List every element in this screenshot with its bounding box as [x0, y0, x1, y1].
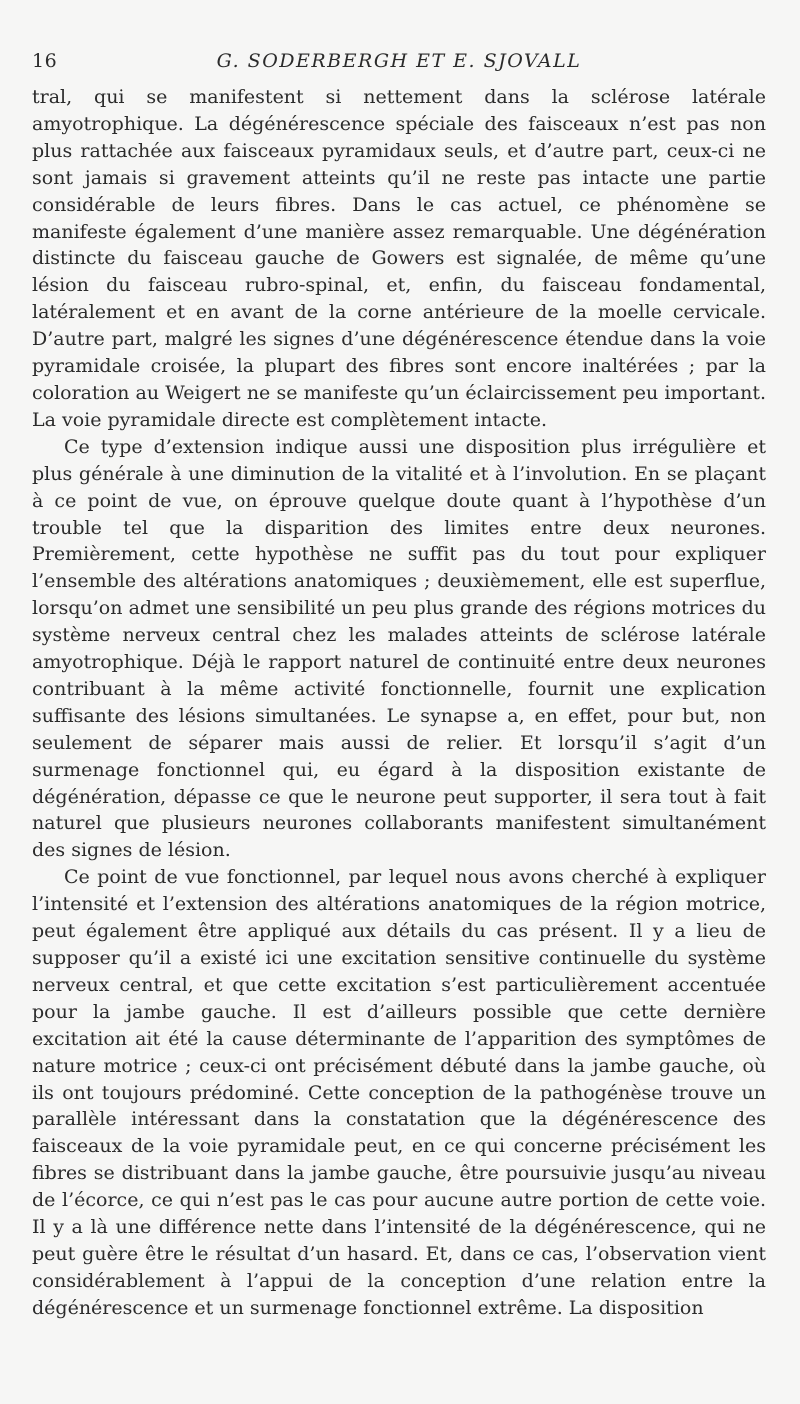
paragraph-continuation: tral, qui se manifestent si nettement dans la sclérose latérale amyotrophique. La dégénérescence spéciale des faisceaux n’est pas non plus rattachée aux faisceaux pyramidaux seuls, et d’autre part, ceux-ci ne sont jamais si gravement atteints qu’il ne reste pas intacte une partie considérable de leurs fibres. Dans le cas actuel, ce phénomène se manifeste également d’une manière assez remarquable. Une dégénération distincte du faisceau gauche de Gowers est signalée, de même qu’une lésion du faisceau rubro-spinal, et, enfin, du faisceau fondamental, latéralement et en avant de la corne antérieure de la moelle cervicale. D’autre part, malgré les signes d’une dégénérescence étendue dans la voie pyramidale croisée, la plupart des fibres sont encore inaltérées ; par la coloration au Weigert ne se manifeste qu’un éclaircissement peu important. La voie pyramidale directe est complètement intacte. — [32, 86, 766, 431]
running-title: G. SODERBERGH ET E. SJOVALL — [216, 50, 582, 72]
running-header — [32, 50, 766, 78]
body-text — [32, 84, 766, 1322]
paragraph: Ce type d’extension indique aussi une disposition plus irrégulière et plus générale à une diminution de la vitalité et à l’involution. En se plaçant à ce point de vue, on éprouve quelque doute quant à l’hypothèse d’un trouble tel que la disparition des limites entre deux neurones. Premièrement, cette hypothèse ne suffit pas du tout pour expliquer l’ensemble des altérations anatomiques ; deuxièmement, elle est superflue, lorsqu’on admet une sensibilité un peu plus grande des régions motrices du système nerveux central chez les malades atteints de sclérose latérale amyotrophique. Déjà le rapport naturel de continuité entre deux neurones contribuant à la même activité fonctionnelle, fournit une explication suffisante des lésions simultanées. Le synapse a, en effet, pour but, non seulement de séparer mais aussi de relier. Et lorsqu’il s’agit d’un surmenage fonctionnel qui, eu égard à la disposition existante de dégénération, dépasse ce que le neurone peut supporter, il sera tout à fait naturel que plusieurs neurones collaborants manifestent simultanément des signes de lésion. — [32, 435, 766, 862]
page-number: 16 — [32, 50, 58, 72]
paragraph: Ce point de vue fonctionnel, par lequel nous avons cherché à expliquer l’intensité et l’extension des altérations anatomiques de la région motrice, peut également être appliqué aux détails du cas présent. Il y a lieu de supposer qu’il a existé ici une excitation sensitive continuelle du système nerveux central, et que cette excitation s’est particulièrement accentuée pour la jambe gauche. Il est d’ailleurs possible que cette dernière excitation ait été la cause déterminante de l’apparition des symptômes de nature motrice ; ceux-ci ont précisément débuté dans la jambe gauche, où ils ont toujours prédominé. Cette conception de la pathogénèse trouve un parallèle intéressant dans la constatation que la dégénérescence des faisceaux de la voie pyramidale peut, en ce qui concerne précisément les fibres se distribuant dans la jambe gauche, être poursuivie jusqu’au niveau de l’écorce, ce qui n’est pas le cas pour aucune autre portion de cette voie. Il y a là une différence nette dans l’intensité de la dégénérescence, qui ne peut guère être le résultat d’un hasard. Et, dans ce cas, l’observation vient considérablement à l’appui de la conception d’une relation entre la dégénérescence et un surmenage fonctionnel extrême. La disposition — [32, 866, 766, 1319]
